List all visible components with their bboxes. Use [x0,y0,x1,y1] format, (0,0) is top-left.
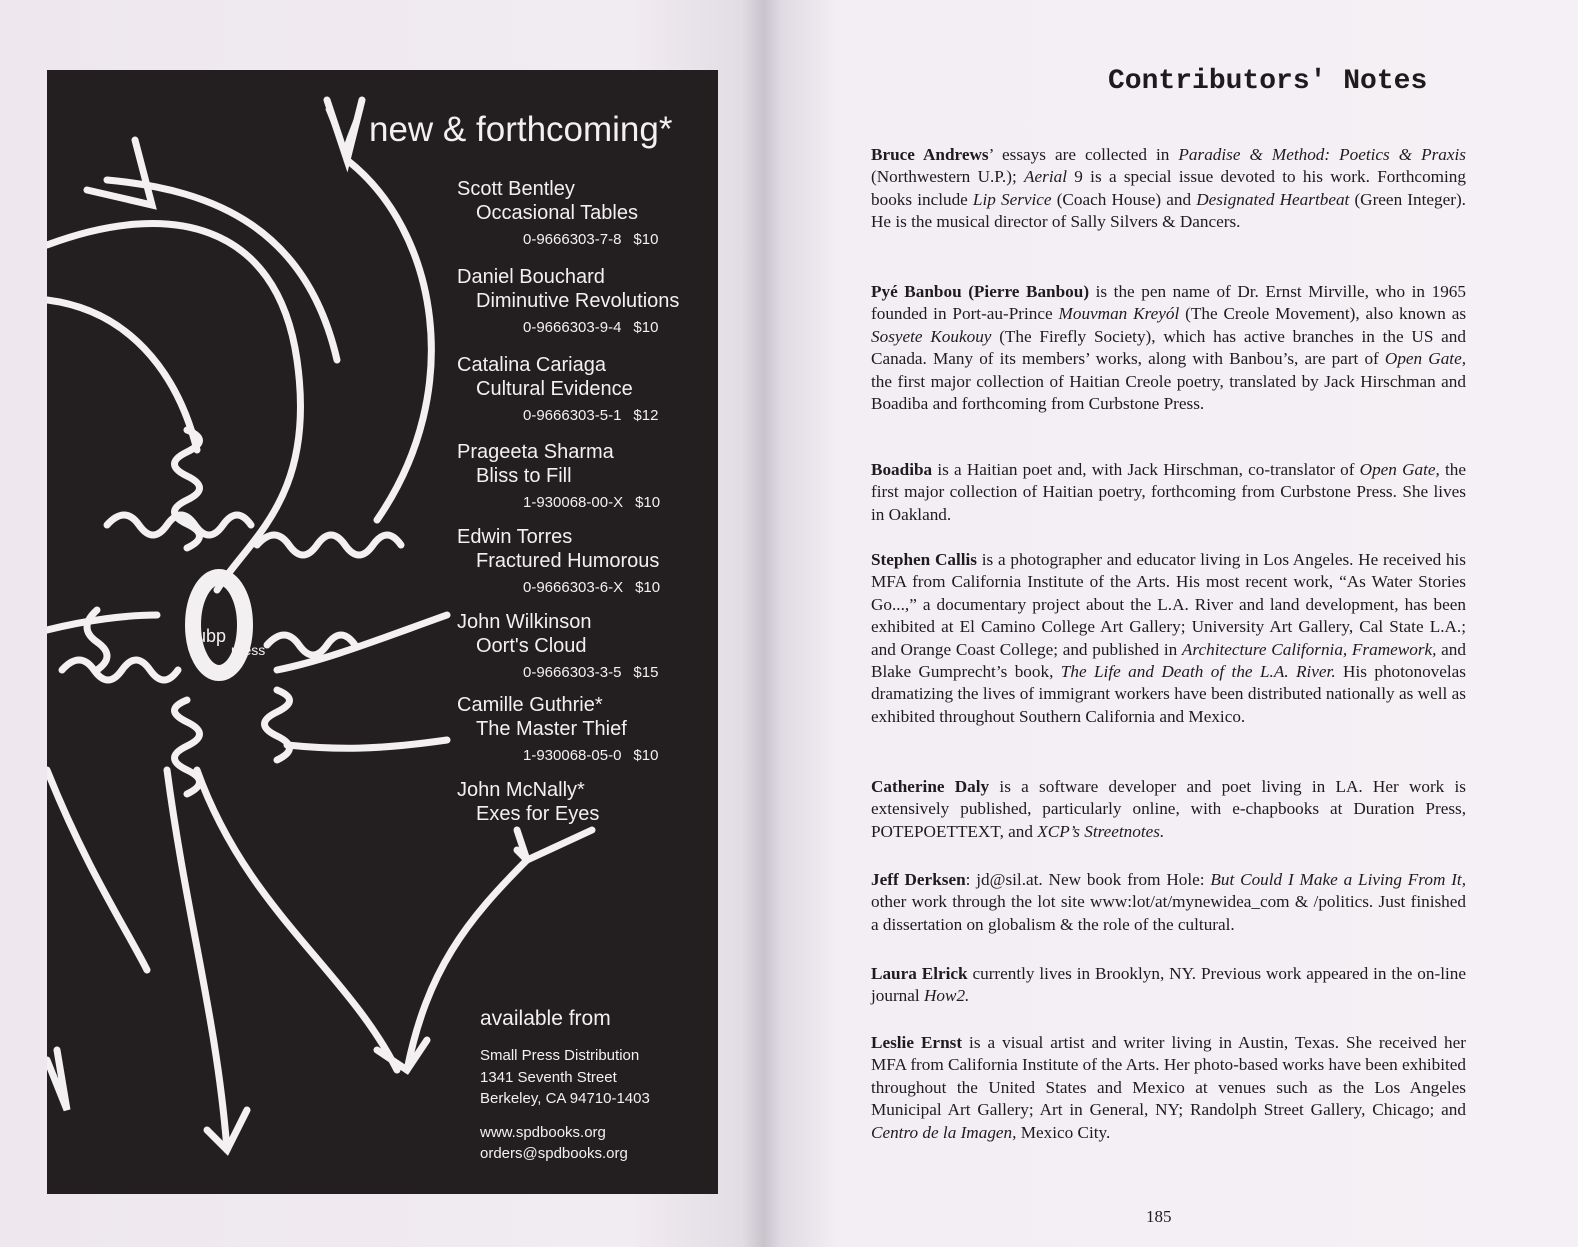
contributor-name: Catherine Daly [871,777,990,796]
book-author: Daniel Bouchard [457,266,605,288]
book-listing [457,525,707,599]
contributor-name: Jeff Derksen [871,870,966,889]
book-meta [457,662,707,684]
book-isbn: 0-9666303-3-5 [523,664,622,681]
book-title: Fractured Humorous [476,550,660,572]
book-meta [457,492,707,514]
book-price: $10 [635,579,661,596]
book-author: Camille Guthrie* [457,694,603,716]
left-page [0,0,760,1247]
book-price: $10 [633,319,659,336]
italic-title-text: Paradise & Method: Poetics & Praxis [1178,145,1466,164]
italic-title-text: The Life and Death of the L.A. River. [1060,662,1336,682]
italic-title-text: Open Gate, [1384,349,1466,369]
note-text: the first major collection of Haitian Creole poetry, translated by Jack Hirschman and Boadiba and forthcoming from Curbstone Press. [871,371,1466,414]
contributor-note [871,776,1466,843]
book-meta [457,405,707,427]
note-text: is a visual artist and writer living in Austin, Texas. She received her MFA from California Institute of the Arts. Her photo-based works have been exhibited throughout the United States and Mexico at venues such as the Los Angeles Municipal Art Gallery; Art in General, NY; Randolph Street Gallery, Chicago; and [871,1033,1466,1120]
v-mark-icon: V [325,97,364,162]
book-title: Occasional Tables [476,202,638,224]
italic-title-text: Lip Service [972,189,1052,209]
ad-heading [325,97,673,162]
note-text: ’ essays are collected in [988,145,1179,164]
note-text: His photonovelas dramatizing the lives of immigrant workers have been distributed nationally as well as exhibited throughout Southern California and Mexico. [871,662,1467,726]
contributor-note [871,549,1466,728]
book-author: Scott Bentley [457,178,575,200]
contributor-note [871,963,1466,1008]
book-title: Exes for Eyes [476,803,600,825]
right-page [768,0,1578,1247]
available-heading: available from [480,1007,611,1030]
note-text: is a software developer and poet living in LA. Her work is extensively published, particularly online, with e-chapbooks at Duration Press, POTEPOETTEXT, and [871,777,1466,841]
italic-title-text: How2. [923,986,970,1006]
book-isbn: 0-9666303-9-4 [523,319,622,336]
distributor-website: www.spdbooks.org [480,1123,606,1141]
italic-title-text: XCP’s Streetnotes. [1037,821,1165,841]
italic-title-text: Centro de la Imagen, [871,1122,1017,1142]
distributor-email: orders@spdbooks.org [480,1145,628,1162]
book-title: The Master Thief [476,718,627,740]
book-price: $12 [633,407,659,424]
italic-title-text: Aerial [1024,167,1067,187]
book-author: Catalina Cariaga [457,354,606,376]
note-text: (Coach House) and [1051,189,1197,209]
note-text: is a photographer and educator living in Los Angeles. He received his MFA from California Institute of the Arts. His most recent work, “As Water Stories Go...,” a documentary project about the L.A. River and land development, has been exhibited at El Camino College Art Gallery; University Art Gallery, Cal State L.A.; and Orange Coast College; and published in [871,550,1466,659]
page-number: 185 [1146,1207,1172,1226]
italic-title-text: Mouvman Kreyól [1058,304,1180,324]
book-meta [457,317,707,339]
book-title: Bliss to Fill [476,465,572,487]
book-title: Diminutive Revolutions [476,290,680,312]
note-text: (The Creole Movement), also known as [1179,304,1467,324]
contributor-note [871,459,1466,526]
book-listing [457,778,707,827]
book-title: Oort's Cloud [476,635,587,657]
book-listing [457,610,707,684]
book-isbn: 0-9666303-5-1 [523,407,622,424]
note-text: (The Firefly Society), which has active branches in the US and Canada. Many of its members’ works, along with Banbou’s, are part of [871,326,1466,369]
contributor-note [871,1032,1466,1144]
book-author: John McNally* [457,779,585,801]
italic-title-text: But Could I Make a Living From It, [1210,870,1467,889]
book-listing [457,353,707,427]
contributor-name: Pyé Banbou (Pierre Banbou) [871,282,1090,301]
contributor-note [871,144,1466,234]
book-meta [457,745,707,767]
contributor-name: Laura Elrick [871,964,968,983]
book-title: Cultural Evidence [476,378,633,400]
book-author: Edwin Torres [457,526,573,548]
book-author: John Wilkinson [457,611,592,633]
book-author: Prageeta Sharma [457,441,614,463]
ad-heading-text: new & forthcoming* [369,110,673,149]
contributor-note [871,869,1466,936]
book-price: $15 [633,664,659,681]
distributor-name: Small Press Distribution [480,1047,640,1064]
italic-title-text: Architecture California, Framework, [1181,639,1437,659]
italic-title-text: Designated Heartbeat [1196,189,1350,209]
contributor-name: Leslie Ernst [871,1033,963,1052]
subpress-advertisement [47,70,718,1194]
page-title: Contributors' Notes [1108,66,1428,97]
book-listing [457,177,707,251]
book-listing [457,265,707,339]
contributor-name: Bruce Andrews [871,145,989,164]
note-text: is a Haitian poet and, with Jack Hirschman, co-translator of [932,460,1360,479]
contributor-name: Boadiba [871,460,933,479]
note-text: Mexico City. [1016,1122,1111,1142]
note-text: and Blake Gumprecht’s book, [871,639,1466,682]
note-text: the first major collection of Haitian poetry, forthcoming from Curbstone Press. She lives in Oakland. [871,460,1467,524]
book-meta [457,577,707,599]
book-listing [457,440,707,514]
note-text: currently lives in Brooklyn, NY. Previous work appeared in the on-line journal [871,964,1466,1006]
book-price: $10 [633,747,659,764]
note-text: (Green Integer). He is the musical director of Sally Silvers & Dancers. [871,189,1466,232]
note-text: 9 is a special issue devoted to his work. Forthcoming books include [871,167,1466,209]
note-text: : jd@sil.at. New book from Hole: [965,870,1211,889]
italic-title-text: Open Gate, [1359,460,1440,479]
italic-title-text: Sosyete Koukouy [871,326,992,346]
distributor-street: 1341 Seventh Street [480,1068,617,1086]
availability-block [480,1007,650,1165]
note-text: (Northwestern U.P.); [871,167,1025,187]
book-listing [457,693,707,767]
distributor-city: Berkeley, CA 94710-1403 [480,1090,650,1107]
book-meta [457,229,707,251]
book-isbn: 0-9666303-6-X [523,579,624,596]
logo-subp-text: subp [187,626,227,646]
logo-press-text: press [231,642,266,658]
book-isbn: 0-9666303-7-8 [523,231,622,248]
book-price: $10 [635,494,661,511]
note-text: other work through the lot site www:lot/at/mynewidea_com & /politics. Just finished a dissertation on globalism & the role of the cultural. [871,892,1466,934]
book-price: $10 [633,231,659,248]
contributor-note [871,281,1466,415]
contributor-name: Stephen Callis [871,550,977,569]
book-isbn: 1-930068-00-X [523,494,624,511]
book-isbn: 1-930068-05-0 [523,747,622,764]
note-text: is the pen name of Dr. Ernst Mirville, who in 1965 founded in Port-au-Prince [871,282,1466,324]
